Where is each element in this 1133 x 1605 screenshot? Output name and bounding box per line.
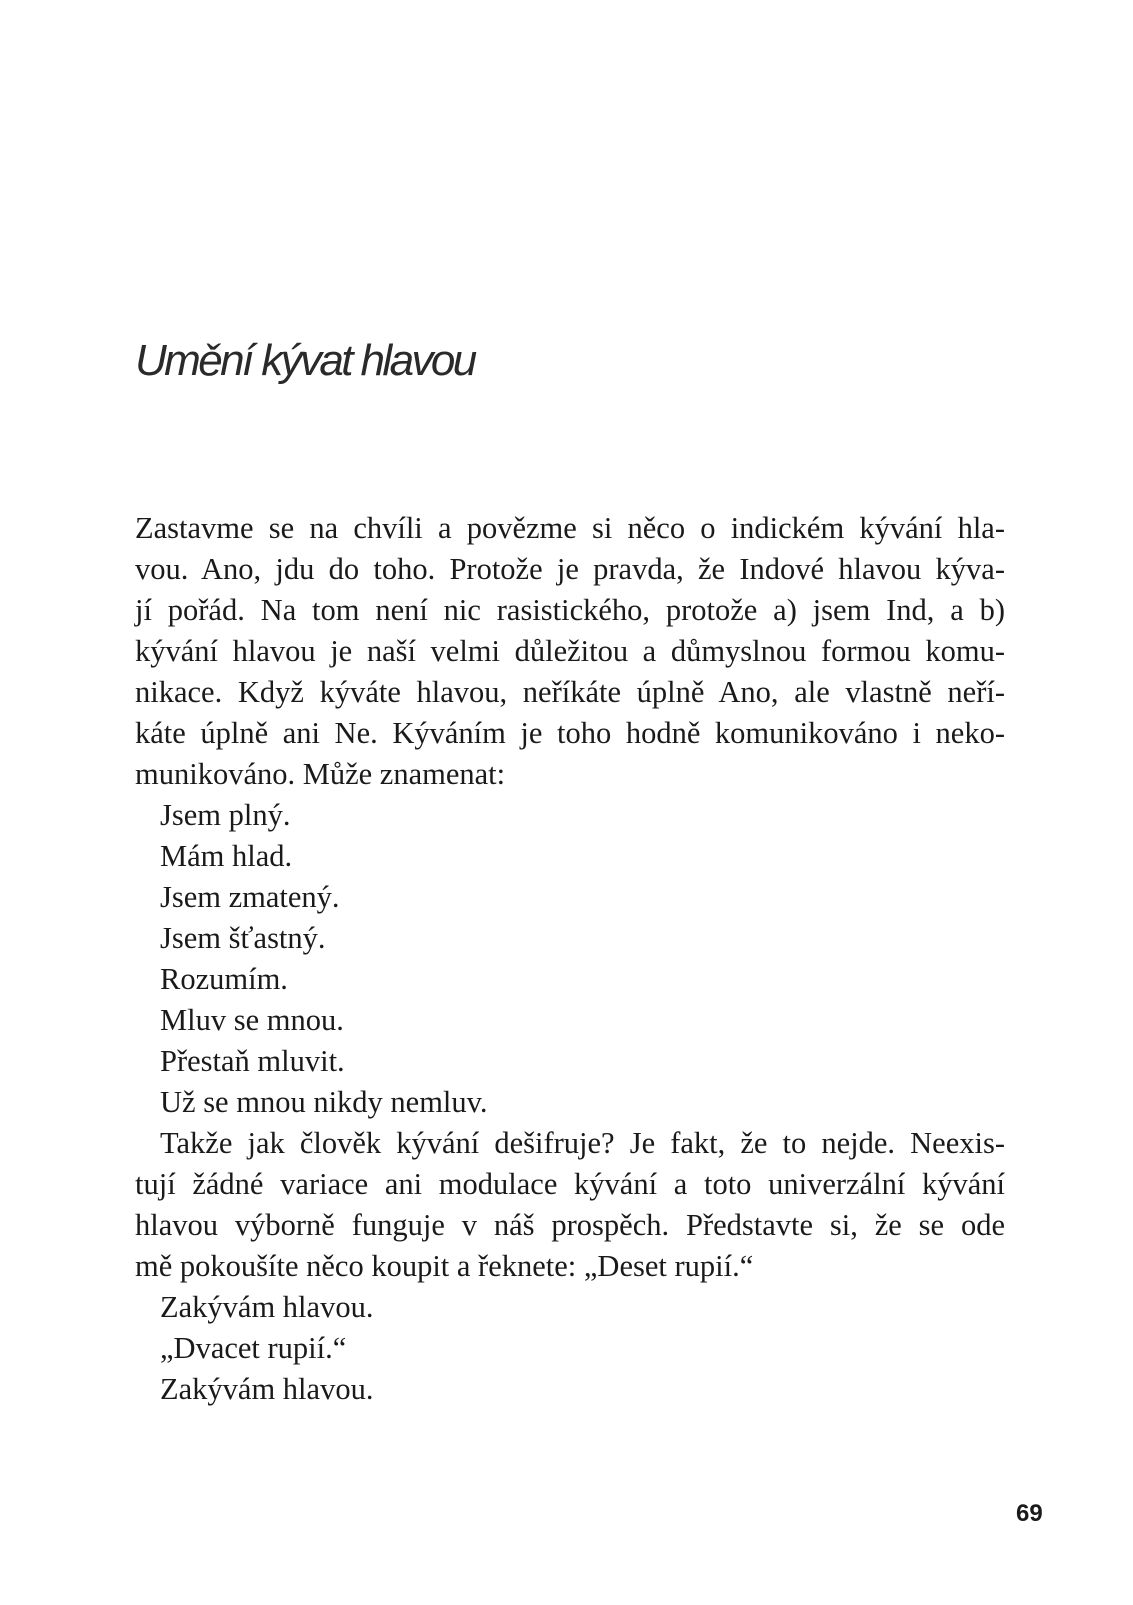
text-line: Jsem šťastný. <box>160 921 326 955</box>
text-line: Už se mnou nikdy nemluv. <box>160 1085 488 1119</box>
text-line: Mám hlad. <box>160 839 293 873</box>
text-line: „Dvacet rupií.“ <box>160 1331 347 1365</box>
text-line: Jsem zmatený. <box>160 880 340 914</box>
text-line: Zastavme se na chvíli a povězme si něco o indickém kývání hla- <box>135 511 1005 545</box>
text-line: vou. Ano, jdu do toho. Protože je pravda, že Indové hlavou kýva- <box>135 552 1005 586</box>
text-line: hlavou výborně funguje v náš prospěch. Představte si, že se ode <box>135 1208 1005 1242</box>
text-line: Přestaň mluvit. <box>160 1044 345 1078</box>
text-line: tují žádné variace ani modulace kývání a toto univerzální kývání <box>135 1167 1005 1201</box>
text-line: Zakývám hlavou. <box>160 1372 374 1406</box>
page-number: 69 <box>1016 1500 1043 1527</box>
text-line: munikováno. Může znamenat: <box>135 757 506 791</box>
text-line: mě pokoušíte něco koupit a řeknete: „Deset rupií.“ <box>135 1249 754 1283</box>
text-line: nikace. Když kýváte hlavou, neříkáte úplně Ano, ale vlastně neří- <box>135 675 1005 709</box>
text-line: Jsem plný. <box>160 798 291 832</box>
chapter-title: Umění kývat hlavou <box>135 336 475 385</box>
text-line: Takže jak člověk kývání dešifruje? Je fakt, že to nejde. Neexis- <box>160 1126 1005 1160</box>
text-line: káte úplně ani Ne. Kýváním je toho hodně komunikováno i neko- <box>135 716 1005 750</box>
text-line: Mluv se mnou. <box>160 1003 344 1037</box>
text-line: kývání hlavou je naší velmi důležitou a důmyslnou formou komu- <box>135 634 1005 668</box>
text-line: jí pořád. Na tom není nic rasistického, protože a) jsem Ind, a b) <box>135 593 1005 627</box>
text-line: Zakývám hlavou. <box>160 1290 374 1324</box>
text-line: Rozumím. <box>160 962 288 996</box>
body-text <box>135 508 1005 1410</box>
